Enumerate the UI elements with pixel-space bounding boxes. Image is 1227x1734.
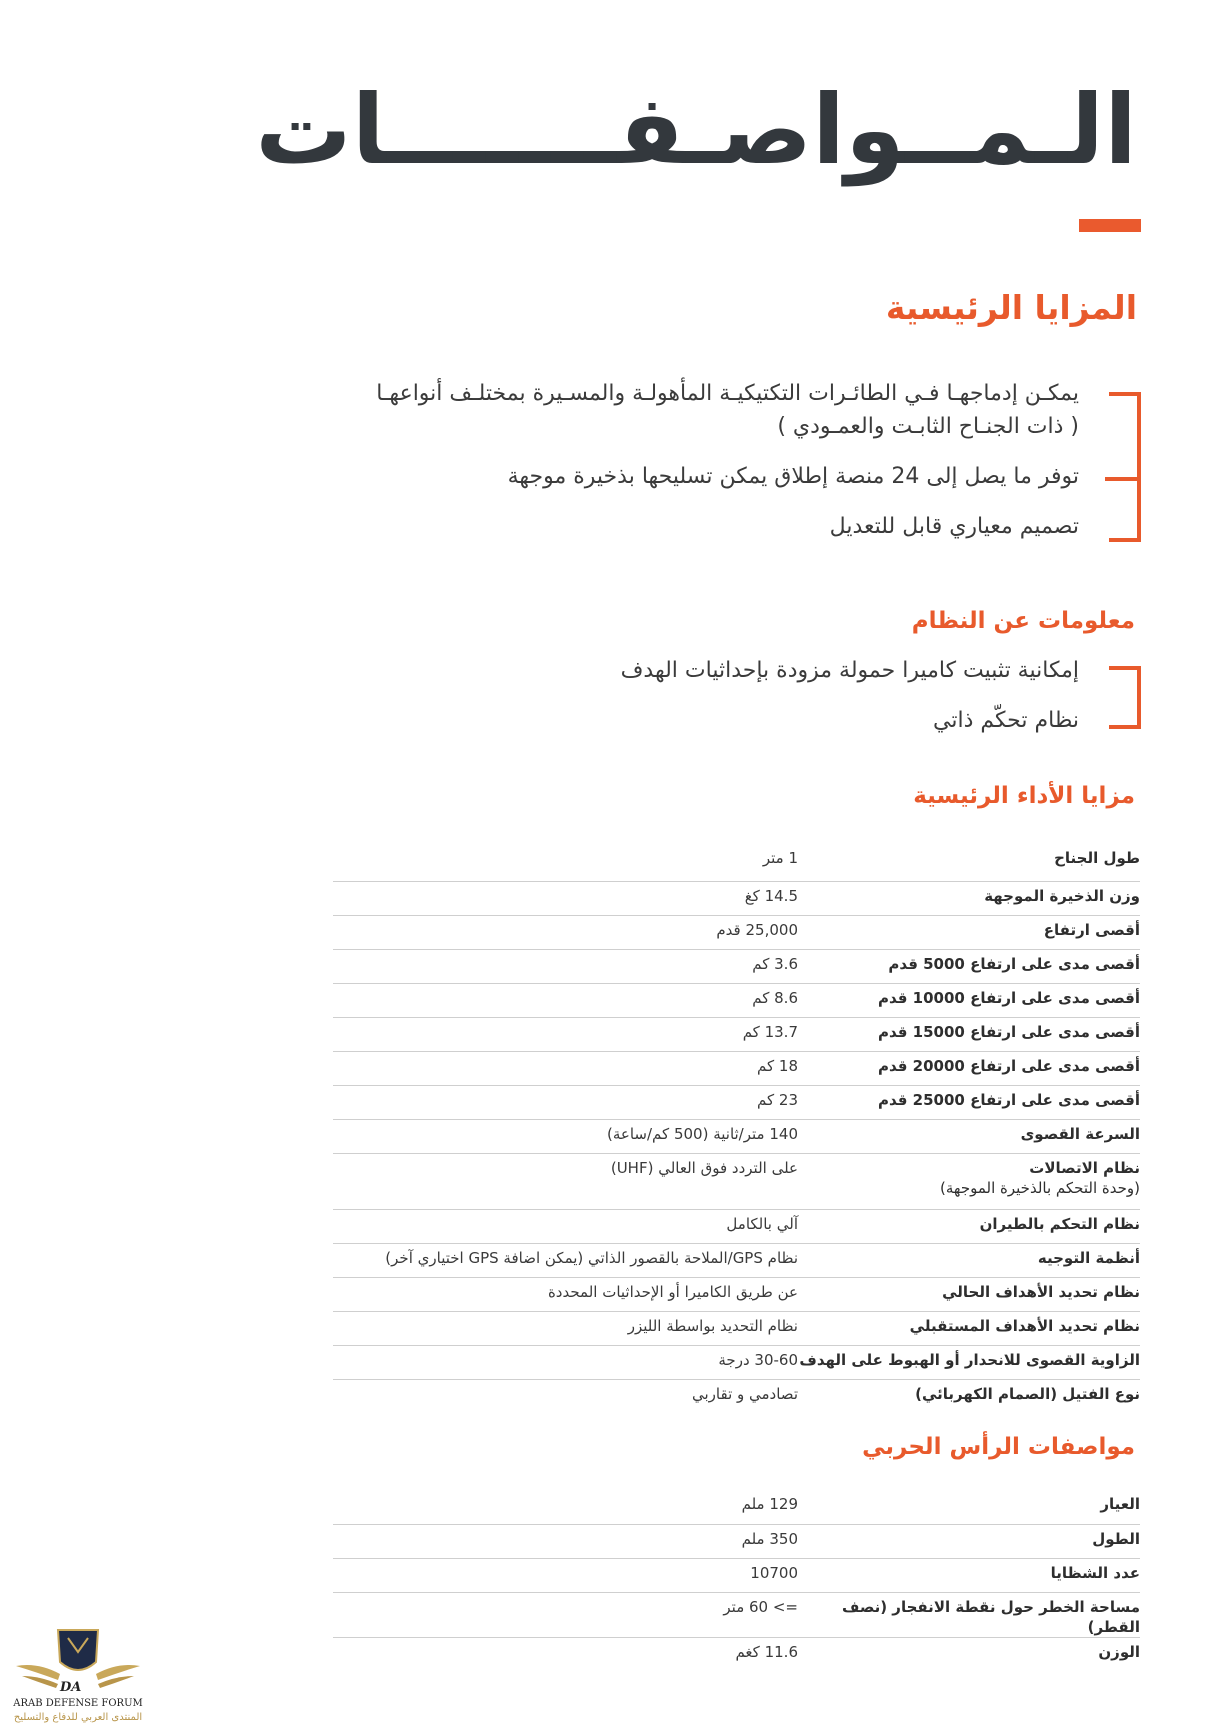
- title-accent-bar: [1079, 219, 1141, 232]
- system-info-line-1: إمكانية تثبيت كاميرا حمولة مزودة بإحداثيات الهدف: [620, 658, 1079, 683]
- spec-value: 18 كم: [757, 1056, 798, 1075]
- key-feature-line-4: تصميم معياري قابل للتعديل: [829, 514, 1079, 539]
- spec-label: أقصى مدى على ارتفاع 20000 قدم: [877, 1056, 1140, 1075]
- spec-value: 10700: [750, 1563, 798, 1582]
- spec-value: 350 ملم: [741, 1529, 798, 1548]
- warhead-heading: مواصفات الرأس الحربي: [862, 1434, 1135, 1460]
- logo-name-en: ARAB DEFENSE FORUM: [13, 1698, 143, 1709]
- table-row: [333, 881, 1140, 915]
- spec-label: الزاوية القصوى للانحدار أو الهبوط على الهدف: [799, 1350, 1140, 1369]
- spec-value: 30-60 درجة: [718, 1350, 798, 1369]
- spec-value: 11.6 كغم: [735, 1642, 798, 1661]
- spec-label: أقصى مدى على ارتفاع 10000 قدم: [877, 988, 1140, 1007]
- table-row: [333, 1153, 1140, 1209]
- table-row: [333, 949, 1140, 983]
- table-row: [333, 1379, 1140, 1409]
- key-feature-line-1: يمكـن إدماجهـا فـي الطائـرات التكتيكيـة المأهولـة والمسـيرة بمختلـف أنواعهـا: [376, 381, 1079, 406]
- spec-value: 8.6 كم: [752, 988, 798, 1007]
- table-row: [333, 848, 1140, 881]
- table-row: [333, 1345, 1140, 1379]
- system-info-bracket: [1109, 666, 1141, 729]
- spec-label: وزن الذخيرة الموجهة: [984, 886, 1140, 905]
- key-features-heading: المزايا الرئيسية: [885, 288, 1137, 327]
- spec-value: نظام التحديد بواسطة الليزر: [627, 1316, 798, 1335]
- spec-value: 13.7 كم: [742, 1022, 798, 1041]
- spec-value: نظام GPS/الملاحة بالقصور الذاتي (يمكن اضافة GPS اختياري آخر): [385, 1248, 798, 1267]
- spec-value: 25,000 قدم: [716, 920, 798, 939]
- spec-label: السرعة القصوى: [1020, 1124, 1140, 1143]
- spec-value: 140 متر/ثانية (500 كم/ساعة): [607, 1124, 798, 1143]
- performance-table: [333, 848, 1140, 1409]
- key-feature-line-2: ( ذات الجنـاح الثابـت والعمـودي ): [777, 414, 1079, 439]
- spec-value: عن طريق الكاميرا أو الإحداثيات المحددة: [547, 1282, 798, 1301]
- logo-name-ar: المنتدى العربي للدفاع والتسليح: [13, 1712, 143, 1723]
- spec-label: أنظمة التوجيه: [1037, 1248, 1140, 1267]
- spec-label-note: (وحدة التحكم بالذخيرة الموجهة): [940, 1178, 1140, 1197]
- arab-defense-forum-logo: [8, 1622, 148, 1730]
- table-row: [333, 1051, 1140, 1085]
- spec-label: أقصى مدى على ارتفاع 15000 قدم: [877, 1022, 1140, 1041]
- table-row: [333, 1524, 1140, 1558]
- table-row: [333, 1494, 1140, 1524]
- spec-value: على التردد فوق العالي (UHF): [610, 1158, 798, 1177]
- spec-value: 129 ملم: [741, 1495, 798, 1513]
- system-info-line-2: نظام تحكّم ذاتي: [933, 708, 1079, 733]
- spec-label: الطول: [1092, 1529, 1140, 1548]
- spec-label: أقصى مدى على ارتفاع 5000 قدم: [888, 954, 1140, 973]
- spec-label: مساحة الخطر حول نقطة الانفجار (نصف القطر): [841, 1597, 1140, 1636]
- table-row: [333, 1592, 1140, 1637]
- spec-value: 3.6 كم: [752, 954, 798, 973]
- spec-value: آلي بالكامل: [726, 1214, 798, 1233]
- spec-label: أقصى ارتفاع: [1043, 920, 1140, 939]
- table-row: [333, 1637, 1140, 1667]
- key-feature-line-3: توفر ما يصل إلى 24 منصة إطلاق يمكن تسليحها بذخيرة موجهة: [507, 464, 1079, 489]
- spec-label: نظام التحكم بالطيران: [979, 1214, 1140, 1233]
- spec-label: العيار: [1100, 1495, 1140, 1513]
- table-row: [333, 1085, 1140, 1119]
- spec-label: نظام تحديد الأهداف المستقبلي: [909, 1316, 1140, 1335]
- table-row: [333, 1243, 1140, 1277]
- key-features-bracket: [1109, 392, 1141, 542]
- spec-value: 14.5 كغ: [744, 886, 798, 905]
- table-row: [333, 1277, 1140, 1311]
- table-row: [333, 1209, 1140, 1243]
- warhead-table: [333, 1494, 1140, 1667]
- spec-value: 23 كم: [757, 1090, 798, 1109]
- logo-initials: DA: [60, 1680, 82, 1695]
- page-title: الـمــواصـفـــــــات: [255, 74, 1137, 186]
- table-row: [333, 1311, 1140, 1345]
- spec-label: الوزن: [1098, 1642, 1140, 1661]
- table-row: [333, 1119, 1140, 1153]
- spec-label: طول الجناح: [1054, 849, 1140, 867]
- performance-heading: مزايا الأداء الرئيسية: [913, 783, 1135, 809]
- system-info-heading: معلومات عن النظام: [911, 608, 1135, 634]
- spec-label: نظام تحديد الأهداف الحالي: [942, 1282, 1140, 1301]
- table-row: [333, 1558, 1140, 1592]
- spec-value: تصادمي و تقاربي: [691, 1384, 798, 1403]
- table-row: [333, 1017, 1140, 1051]
- table-row: [333, 983, 1140, 1017]
- spec-label: نظام الاتصالات: [1029, 1158, 1140, 1177]
- table-row: [333, 915, 1140, 949]
- spec-label: أقصى مدى على ارتفاع 25000 قدم: [877, 1090, 1140, 1109]
- spec-value: 1 متر: [762, 849, 798, 867]
- spec-label: نوع الفتيل (الصمام الكهربائي): [915, 1384, 1140, 1403]
- spec-label: عدد الشظايا: [1050, 1563, 1140, 1582]
- spec-value: => 60 متر: [723, 1597, 798, 1616]
